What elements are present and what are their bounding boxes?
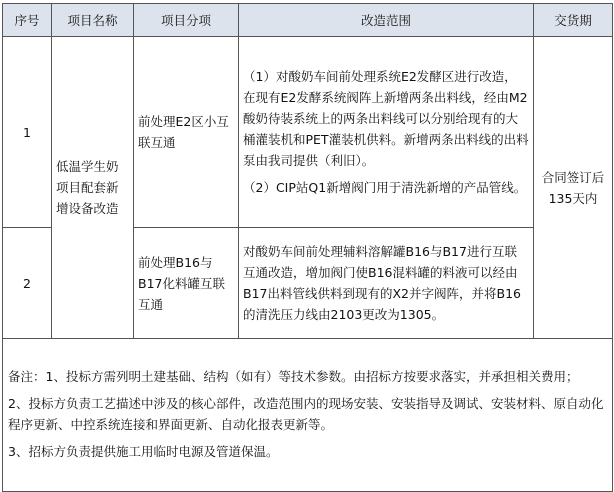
- header-scope: 改造范围: [239, 4, 534, 37]
- table-header-row: [3, 4, 613, 37]
- row-seq: 1: [3, 37, 52, 228]
- header-delivery: 交货期: [534, 4, 613, 37]
- row-seq: 2: [3, 228, 52, 339]
- table-row: [3, 37, 613, 228]
- row-scope: [239, 228, 534, 339]
- header-project-name: 项目名称: [52, 4, 134, 37]
- scope-table: [2, 3, 613, 492]
- scope-paragraph: （2）CIP站Q1新增阀门用于清洗新增的产品管线。: [243, 180, 527, 195]
- scope-paragraph: （1）对酸奶车间前处理系统E2发酵区进行改造，在现有E2发酵系统阀阵上新增两条出料线，经由M2酸奶待装系统上的两条出料线可以分别给现有的大桶灌装机和PET灌装机供料。新增两条出料线的出料泵由我司提供（利旧）。: [243, 69, 529, 168]
- notes-row: [3, 339, 613, 492]
- row-sub-item: 前处理E2区小互联互通: [134, 37, 239, 228]
- header-seq: 序号: [3, 4, 52, 37]
- delivery-cell: 合同签订后135天内: [534, 37, 613, 339]
- notes-cell: [3, 339, 613, 492]
- note-3: 3、招标方负责提供施工用临时电源及管道保温。: [8, 443, 279, 459]
- scope-paragraph: 对酸奶车间前处理辅料溶解罐B16与B17进行互联互通改造，增加阀门使B16混料罐的料液可以经由B17出料管线供料到现有的X2并字阀阵，并将B16的清洗压力线由2103更改为1305。: [243, 244, 521, 322]
- row-scope: [239, 37, 534, 228]
- row-sub-item: 前处理B16与B17化料罐互联互通: [134, 228, 239, 339]
- header-sub-item: 项目分项: [134, 4, 239, 37]
- note-1: 备注：1、投标方需列明土建基础、结构（如有）等技术参数。由招标方按要求落实，并承担相关费用；: [8, 368, 579, 384]
- note-2: 2、投标方负责工艺描述中涉及的核心部件，改造范围内的现场安装、安装指导及调试、安装材料、原自动化程序更新、中控系统连接和界面更新、自动化报表更新等。: [8, 395, 604, 432]
- project-name-cell: 低温学生奶项目配套新增设备改造: [52, 37, 134, 339]
